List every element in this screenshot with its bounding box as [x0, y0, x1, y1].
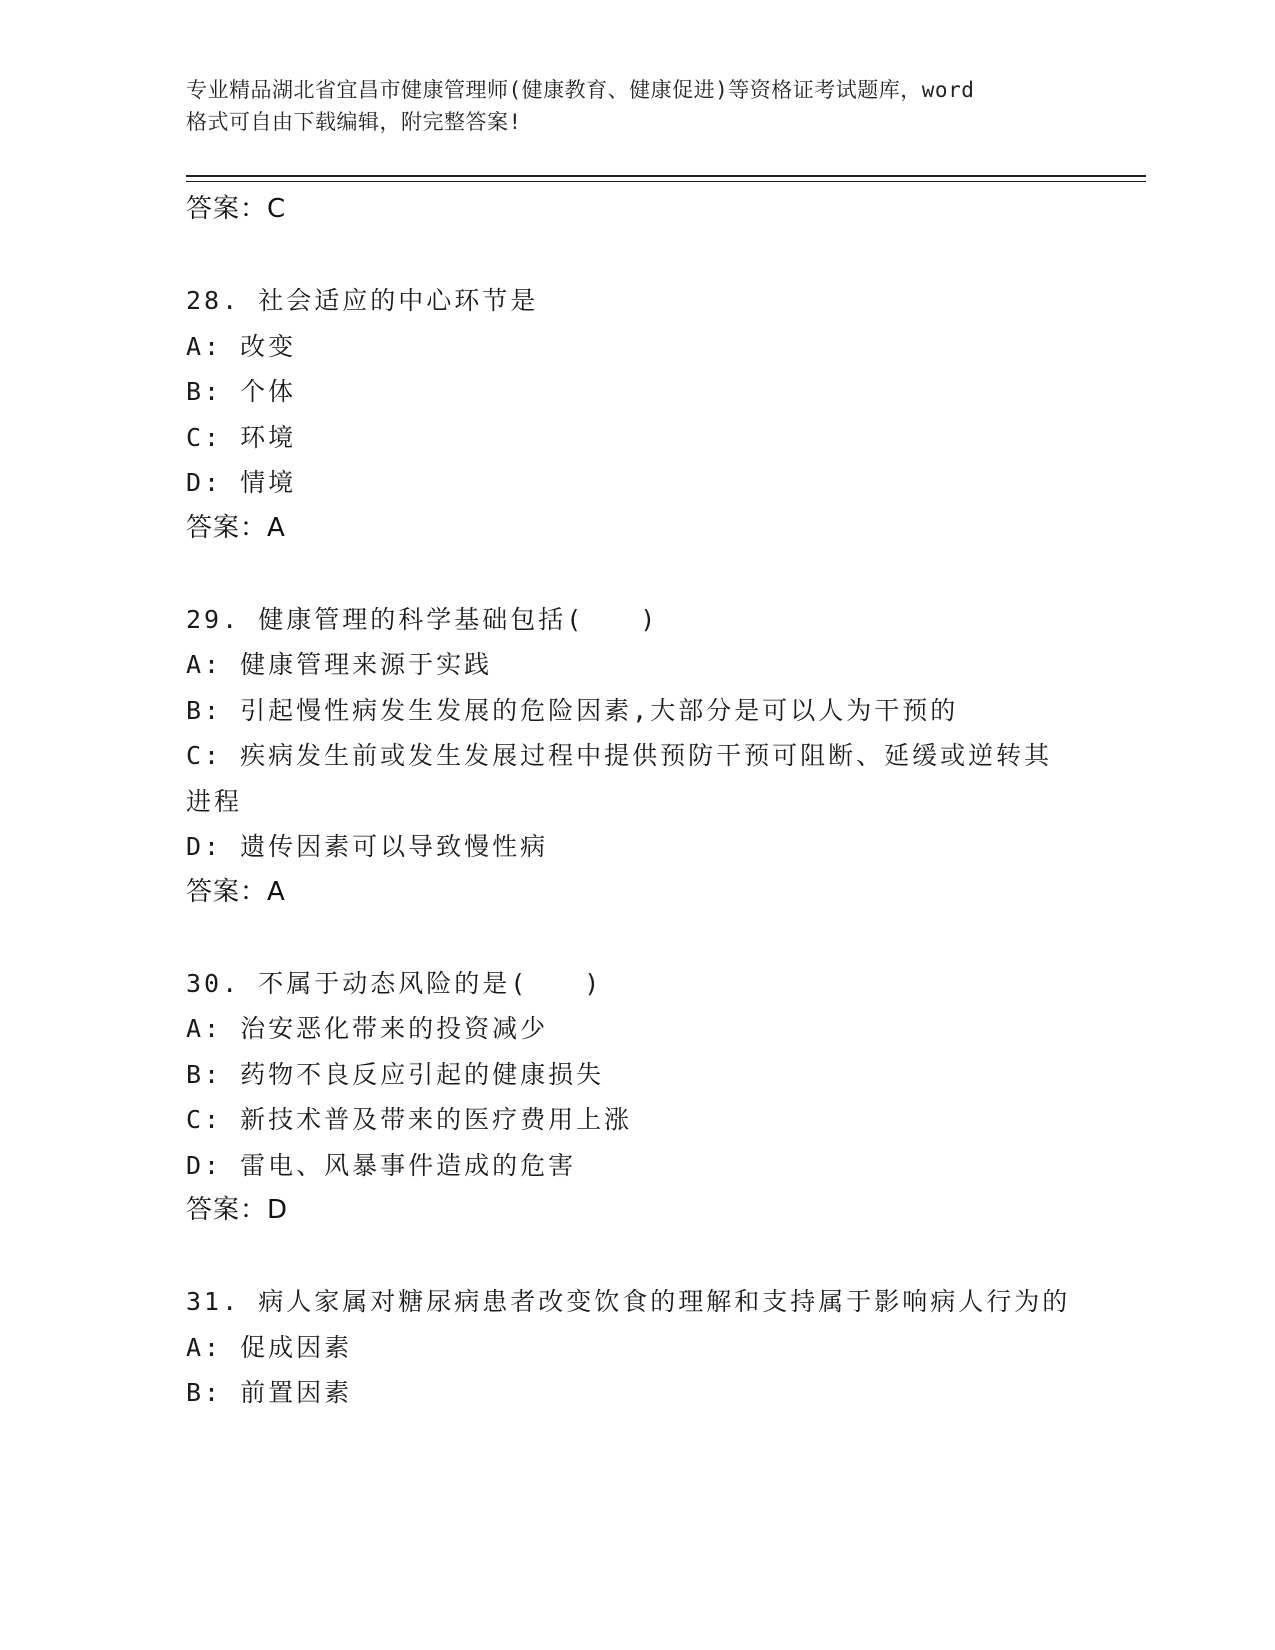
option-d: D: 情境 [186, 468, 297, 497]
option-b: B: 个体 [186, 377, 297, 406]
spacer [186, 1234, 1076, 1280]
spacer [186, 233, 1076, 279]
spacer [186, 551, 1076, 597]
header-line-2: 格式可自由下载编辑，附完整答案! [186, 110, 522, 134]
option-b: B: 前置因素 [186, 1378, 353, 1407]
question-29 [186, 597, 1076, 916]
option-b: B: 药物不良反应引起的健康损失 [186, 1059, 605, 1089]
header-divider-thick [186, 175, 1146, 177]
question-28 [186, 278, 1076, 551]
option-b: B: 引起慢性病发生发展的危险因素,大部分是可以人为干预的 [186, 695, 959, 725]
answer: 答案：A [186, 876, 286, 907]
question-stem: 28. 社会适应的中心环节是 [186, 286, 539, 315]
option-a: A: 促成因素 [186, 1332, 353, 1362]
answer: 答案：A [186, 512, 286, 543]
question-31 [186, 1279, 1076, 1416]
option-a: A: 治安恶化带来的投资减少 [186, 1014, 549, 1043]
question-list [186, 187, 1076, 1416]
answer: 答案：D [186, 1195, 289, 1225]
question-stem: 30. 不属于动态风险的是( ) [186, 968, 603, 998]
option-a: A: 健康管理来源于实践 [186, 650, 493, 679]
option-c: C: 环境 [186, 422, 297, 452]
header-divider-thin [186, 181, 1146, 182]
question-30 [186, 961, 1076, 1234]
previous-answer: 答案：C [186, 194, 287, 224]
question-stem: 31. 病人家属对糖尿病患者改变饮食的理解和支持属于影响病人行为的 [186, 1287, 1071, 1316]
page-header [186, 74, 1086, 138]
option-a: A: 改变 [186, 331, 297, 361]
option-c: C: 疾病发生前或发生发展过程中提供预防干预可阻断、延缓或逆转其进程 [186, 741, 1053, 816]
option-d: D: 雷电、风暴事件造成的危害 [186, 1150, 577, 1180]
spacer [186, 915, 1076, 961]
option-c: C: 新技术普及带来的医疗费用上涨 [186, 1105, 633, 1134]
header-line-1: 专业精品湖北省宜昌市健康管理师(健康教育、健康促进)等资格证考试题库，word [186, 78, 975, 102]
option-d: D: 遗传因素可以导致慢性病 [186, 832, 549, 861]
question-stem: 29. 健康管理的科学基础包括( ) [186, 604, 659, 634]
